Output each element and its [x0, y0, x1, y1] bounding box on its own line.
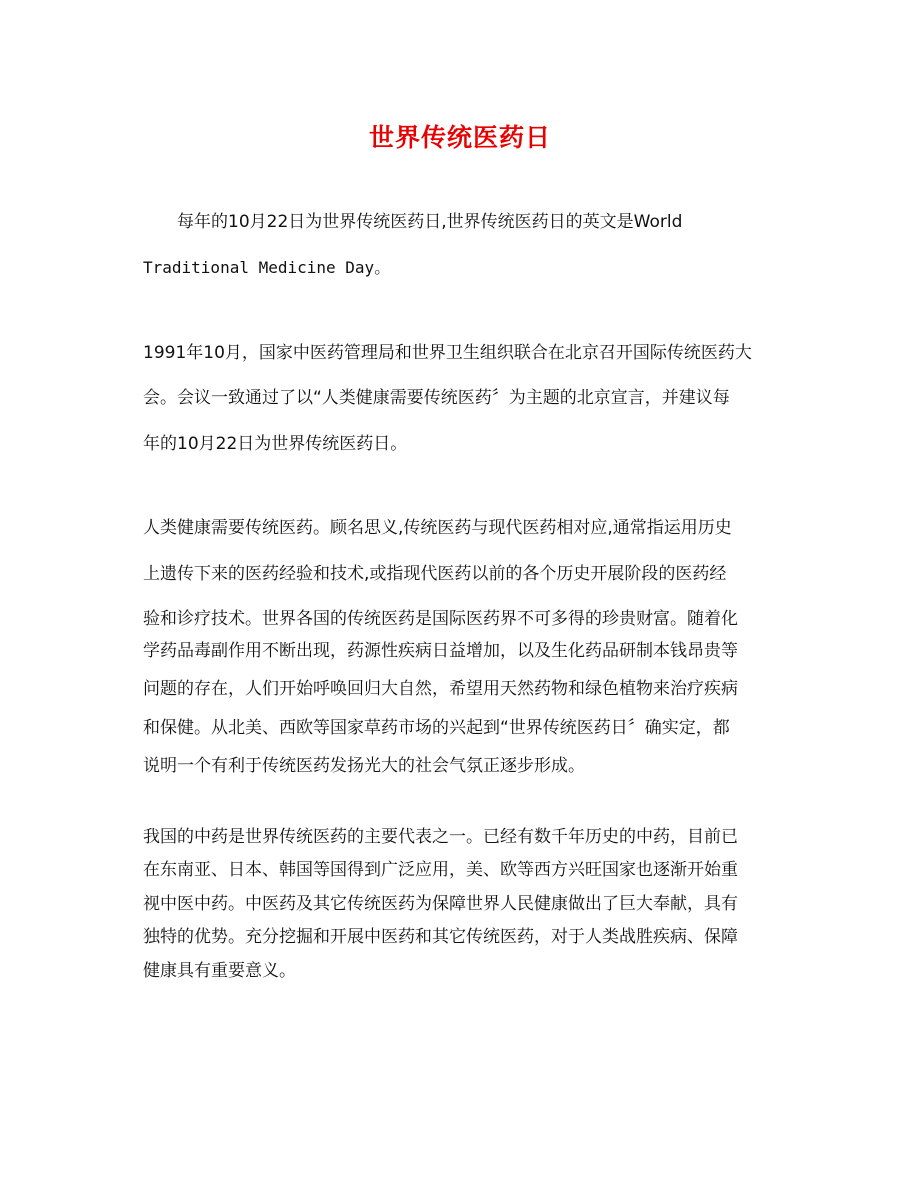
- paragraph-3-line-5: 问题的存在，人们开始呼唤回归大自然，希望用天然药物和绿色植物来治疗疾病: [143, 679, 738, 699]
- paragraph-3-line-2: 上遗传下来的医药经验和技术,或指现代医药以前的各个历史开展阶段的医药经: [143, 564, 727, 584]
- paragraph-3-line-3: 验和诊疗技术。世界各国的传统医药是国际医药界不可多得的珍贵财富。随着化: [143, 609, 738, 629]
- paragraph-2-line-3: 年的10月22日为世界传统医药日。: [143, 434, 408, 454]
- paragraph-4-line-1: 我国的中药是世界传统医药的主要代表之一。已经有数千年历史的中药，目前已: [143, 827, 738, 847]
- document-title: 世界传统医药日: [368, 123, 551, 152]
- paragraph-4-line-5: 健康具有重要意义。: [143, 961, 296, 981]
- paragraph-1-line-2: Traditional Medicine Day。: [143, 258, 391, 277]
- paragraph-2-line-2: 会。会议一致通过了以“人类健康需要传统医药〞为主题的北京宣言，并建议每: [143, 388, 730, 408]
- paragraph-2-line-1: 1991年10月，国家中医药管理局和世界卫生组织联合在北京召开国际传统医药大: [143, 343, 752, 363]
- paragraph-3-line-6: 和保健。从北美、西欧等国家草药市场的兴起到“世界传统医药日〞确实定，都: [143, 718, 730, 738]
- paragraph-3-line-1: 人类健康需要传统医药。顾名思义,传统医药与现代医药相对应,通常指运用历史: [143, 518, 732, 538]
- paragraph-1-line-1: 每年的10月22日为世界传统医药日,世界传统医药日的英文是World: [177, 212, 683, 232]
- paragraph-4-line-3: 视中医中药。中医药及其它传统医药为保障世界人民健康做出了巨大奉献，具有: [143, 894, 738, 914]
- paragraph-3-line-4: 学药品毒副作用不断出现，药源性疾病日益增加，以及生化药品研制本钱昂贵等: [143, 641, 738, 661]
- paragraph-4-line-4: 独特的优势。充分挖掘和开展中医药和其它传统医药，对于人类战胜疾病、保障: [143, 927, 738, 947]
- paragraph-3-line-7: 说明一个有利于传统医药发扬光大的社会气氛正逐步形成。: [143, 756, 585, 776]
- paragraph-4-line-2: 在东南亚、日本、韩国等国得到广泛应用，美、欧等西方兴旺国家也逐渐开始重: [143, 860, 738, 880]
